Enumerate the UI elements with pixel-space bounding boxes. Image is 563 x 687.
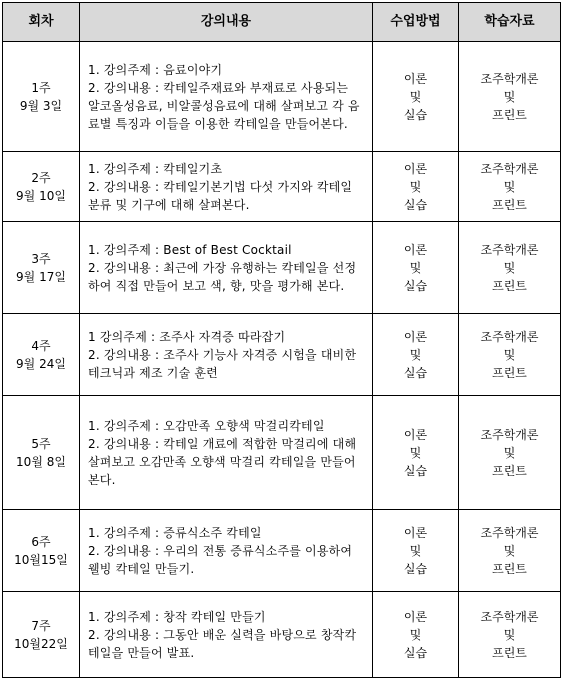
method-line: 실습: [403, 197, 428, 212]
lecture-topic: 1. 강의주제 : 오감만족 오향색 막걸리칵테일: [88, 418, 325, 433]
material-line: 조주학개론: [480, 242, 539, 257]
method-line: 및: [409, 627, 422, 642]
header-content: 강의내용: [80, 3, 373, 42]
lecture-topic: 1. 강의주제 : Best of Best Cocktail: [88, 242, 292, 257]
material-cell: [459, 510, 561, 592]
material-cell: [459, 152, 561, 222]
table-row: [3, 592, 561, 678]
lecture-description: 2. 강의내용 : 칵테일주재료와 부재료로 사용되는 알코올성음료, 비알콜성음료에 대해 살펴보고 각 음료별 특징과 이들을 이용한 칵테일을 만들어본다.: [88, 80, 360, 131]
session-week: 7주: [31, 618, 51, 633]
method-line: 이론: [403, 525, 428, 540]
session-date: 9월 3일: [19, 98, 63, 113]
method-cell: [373, 152, 459, 222]
method-line: 이론: [403, 609, 428, 624]
method-line: 및: [409, 347, 422, 362]
session-date: 10월15일: [14, 552, 68, 567]
session-week: 1주: [31, 80, 51, 95]
material-line: 및: [503, 445, 516, 460]
material-line: 프린트: [492, 561, 527, 576]
method-cell: [373, 42, 459, 152]
session-cell: [3, 152, 80, 222]
session-week: 2주: [31, 170, 51, 185]
method-cell: [373, 592, 459, 678]
method-line: 실습: [403, 561, 428, 576]
lecture-topic: 1. 강의주제 : 음료이야기: [88, 62, 223, 77]
material-line: 및: [503, 179, 516, 194]
lecture-topic: 1 강의주제 : 조주사 자격증 따라잡기: [88, 329, 286, 344]
table-row: [3, 222, 561, 314]
table-row: [3, 152, 561, 222]
method-cell: [373, 510, 459, 592]
method-line: 실습: [403, 463, 428, 478]
material-line: 조주학개론: [480, 161, 539, 176]
method-line: 및: [409, 543, 422, 558]
method-line: 실습: [403, 278, 428, 293]
lecture-description: 2. 강의내용 : 최근에 가장 유행하는 칵테일을 선정하여 직접 만들어 보고 색, 향, 맛을 평가해 본다.: [88, 260, 357, 293]
method-line: 및: [409, 89, 422, 104]
header-method: 수업방법: [373, 3, 459, 42]
method-line: 이론: [403, 427, 428, 442]
material-line: 프린트: [492, 365, 527, 380]
table-row: [3, 42, 561, 152]
session-cell: [3, 592, 80, 678]
method-line: 및: [409, 445, 422, 460]
material-line: 및: [503, 627, 516, 642]
material-line: 프린트: [492, 278, 527, 293]
material-line: 조주학개론: [480, 609, 539, 624]
session-cell: [3, 222, 80, 314]
method-line: 이론: [403, 161, 428, 176]
material-line: 및: [503, 89, 516, 104]
session-cell: [3, 396, 80, 510]
material-line: 조주학개론: [480, 525, 539, 540]
material-line: 프린트: [492, 463, 527, 478]
material-line: 프린트: [492, 645, 527, 660]
method-line: 실습: [403, 107, 428, 122]
content-cell: [80, 592, 373, 678]
lecture-schedule-table: [2, 2, 561, 678]
content-cell: [80, 42, 373, 152]
material-line: 프린트: [492, 107, 527, 122]
material-cell: [459, 42, 561, 152]
session-date: 10월22일: [14, 636, 68, 651]
lecture-topic: 1. 강의주제 : 칵테일기초: [88, 161, 223, 176]
session-cell: [3, 42, 80, 152]
session-date: 9월 17일: [16, 269, 66, 284]
content-cell: [80, 510, 373, 592]
method-line: 및: [409, 260, 422, 275]
content-cell: [80, 396, 373, 510]
material-line: 조주학개론: [480, 71, 539, 86]
lecture-description: 2. 강의내용 : 우리의 전통 증류식소주를 이용하여 웰빙 칵테일 만들기.: [88, 543, 353, 576]
table-row: [3, 510, 561, 592]
material-cell: [459, 314, 561, 396]
method-line: 실습: [403, 645, 428, 660]
material-line: 및: [503, 347, 516, 362]
lecture-description: 2. 강의내용 : 그동안 배운 실력을 바탕으로 창작칵테일을 만들어 발표.: [88, 627, 357, 660]
lecture-topic: 1. 강의주제 : 창작 칵테일 만들기: [88, 609, 266, 624]
lecture-description: 2. 강의내용 : 조주사 기능사 자격증 시험을 대비한 테크닉과 제조 기술 훈련: [88, 347, 357, 380]
content-cell: [80, 314, 373, 396]
session-cell: [3, 314, 80, 396]
material-line: 조주학개론: [480, 427, 539, 442]
lecture-description: 2. 강의내용 : 칵테일기본기법 다섯 가지와 칵테일분류 및 기구에 대해 살펴본다.: [88, 179, 353, 212]
header-row: [3, 3, 561, 42]
lecture-description: 2. 강의내용 : 칵테일 개료에 적합한 막걸리에 대해 살펴보고 오감만족 오향색 막걸리 칵테일을 만들어본다.: [88, 436, 357, 487]
header-material: 학습자료: [459, 3, 561, 42]
table-row: [3, 314, 561, 396]
method-line: 이론: [403, 242, 428, 257]
session-week: 4주: [31, 338, 51, 353]
content-cell: [80, 222, 373, 314]
material-cell: [459, 222, 561, 314]
material-line: 및: [503, 260, 516, 275]
material-cell: [459, 592, 561, 678]
session-date: 10월 8일: [16, 454, 66, 469]
method-line: 이론: [403, 329, 428, 344]
table-row: [3, 396, 561, 510]
session-date: 9월 24일: [16, 356, 66, 371]
session-date: 9월 10일: [16, 188, 66, 203]
method-cell: [373, 314, 459, 396]
content-cell: [80, 152, 373, 222]
method-line: 및: [409, 179, 422, 194]
method-cell: [373, 222, 459, 314]
header-session: 회차: [3, 3, 80, 42]
method-line: 이론: [403, 71, 428, 86]
material-line: 프린트: [492, 197, 527, 212]
material-cell: [459, 396, 561, 510]
session-week: 5주: [31, 436, 51, 451]
method-cell: [373, 396, 459, 510]
session-week: 6주: [31, 534, 51, 549]
method-line: 실습: [403, 365, 428, 380]
session-cell: [3, 510, 80, 592]
session-week: 3주: [31, 251, 51, 266]
material-line: 및: [503, 543, 516, 558]
material-line: 조주학개론: [480, 329, 539, 344]
lecture-topic: 1. 강의주제 : 증류식소주 칵테일: [88, 525, 262, 540]
